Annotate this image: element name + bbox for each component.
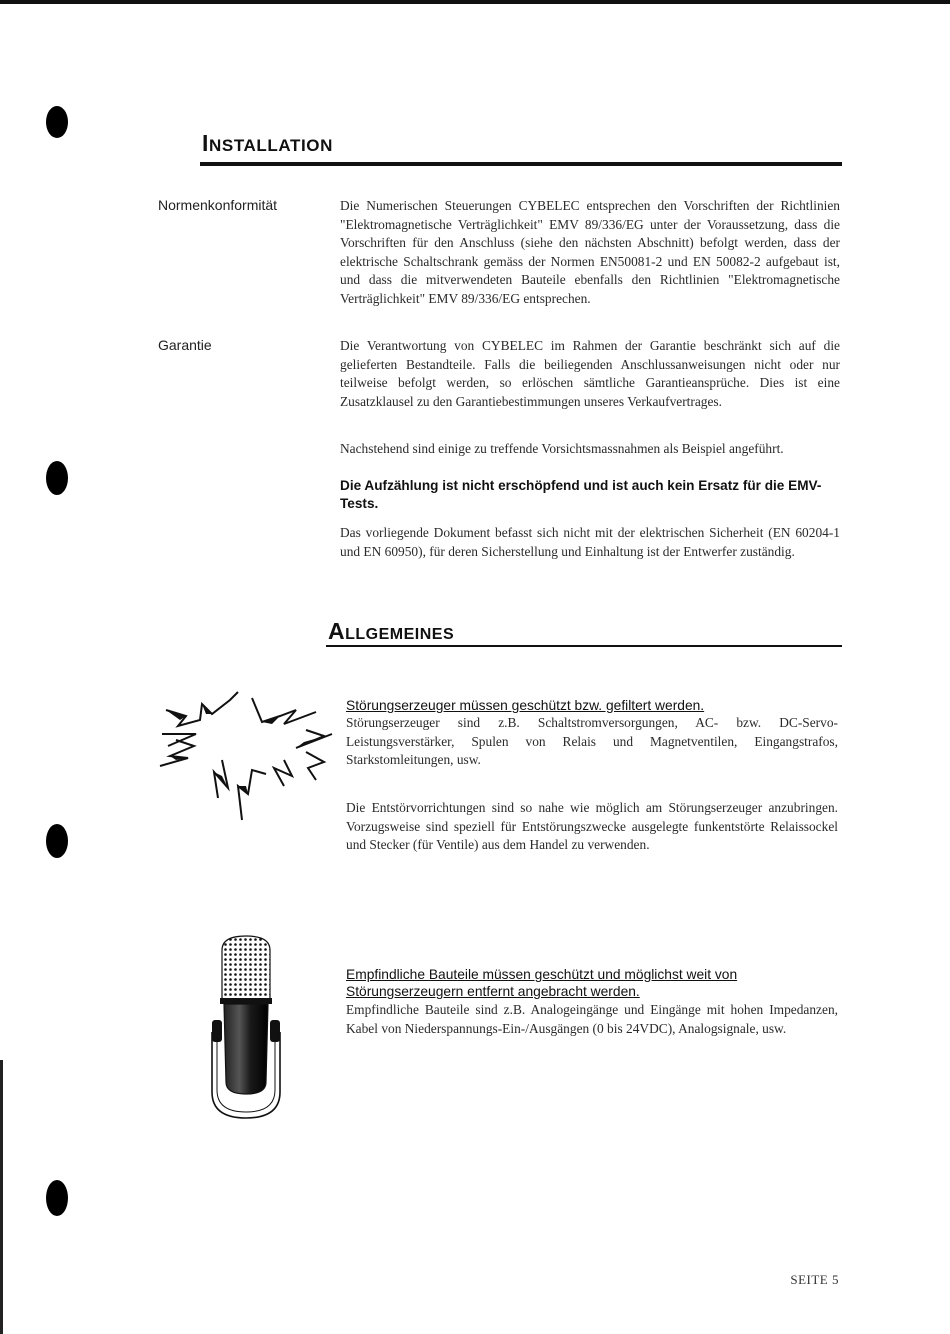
page-title bbox=[202, 130, 333, 157]
punch-hole bbox=[46, 106, 68, 138]
garantie-label: Garantie bbox=[158, 337, 212, 353]
section-title-rest: LLGEMEINES bbox=[345, 626, 455, 643]
top-border bbox=[0, 0, 950, 4]
garantie-bold-note: Die Aufzählung ist nicht erschöpfend und ist auch kein Ersatz für die EMV-Tests. bbox=[340, 478, 822, 511]
normen-label: Normenkonformität bbox=[158, 197, 278, 213]
title-rest: NSTALLATION bbox=[209, 136, 334, 155]
item1-title: Störungserzeuger müssen geschützt bzw. gefiltert werden. bbox=[346, 698, 705, 713]
section-title-allgemeines bbox=[328, 618, 454, 645]
section-rule bbox=[326, 645, 842, 647]
page-number: SEITE 5 bbox=[790, 1272, 839, 1287]
item1-text: Störungserzeuger sind z.B. Schaltstromversorgungen, AC- bzw. DC-Servo-Leistungsverstärker, Spulen von Relais und Magnetventilen, Eingangstrafos, Starkstomleitungen, usw. bbox=[346, 715, 838, 768]
punch-hole bbox=[46, 1180, 68, 1216]
garantie-text2: Nachstehend sind einige zu treffende Vorsichtsmassnahmen als Beispiel angeführt. bbox=[340, 441, 784, 456]
normen-text: Die Numerischen Steuerungen CYBELEC entsprechen den Vorschriften der Richtlinien "Elektromagnetische Verträglichkeit" EMV 89/336/EG unter der Voraussetzung, dass die Vorschriften für den Anschluss (siehe den nächsten Abschnitt) befolgt werden, dass der elektrische Schaltschrank gemäss der Normen EN50081-2 und EN 50082-2 aufgebaut ist, und dass die mitverwendeten Bauteile ebenfalls den Richtlinien "Elektromagnetische Verträglichkeit" EMV 89/336/EG entsprechen. bbox=[340, 198, 840, 306]
item2-text: Empfindliche Bauteile sind z.B. Analogeingänge und Eingänge mit hohen Impedanzen, Kabel von Niederspannungs-Ein-/Ausgängen (0 bis 24VDC), Analogsignale, usw. bbox=[346, 1002, 838, 1036]
garantie-text: Die Verantwortung von CYBELEC im Rahmen der Garantie beschränkt sich auf die gelieferten Bestandteile. Falls die beiliegenden Anschlussanweisungen nicht oder nur teilweise befolgt werden, so erlöschen sämtliche Garantieansprüche. Dies ist eine Zusatzklausel zu den Garantiebestimmungen unseres Verkaufvertrages. bbox=[340, 338, 840, 409]
microphone-icon bbox=[208, 932, 284, 1122]
lightning-burst-icon bbox=[156, 690, 336, 825]
item2-title: Empfindliche Bauteile müssen geschützt und möglichst weit von Störungserzeugern entfernt angebracht werden. bbox=[346, 967, 738, 999]
punch-hole bbox=[46, 461, 68, 495]
item1-text2: Die Entstörvorrichtungen sind so nahe wie möglich am Störungserzeuger anzubringen. Vorzugsweise sind speziell für Entstörungszwecke ausgelegte funkentstörte Relaissockel und Stecker (für Ventile) aus dem Handel zu verwenden. bbox=[346, 800, 838, 853]
title-rule bbox=[200, 162, 842, 166]
left-edge-mark bbox=[0, 1060, 3, 1334]
title-initial: I bbox=[202, 130, 209, 156]
garantie-text3: Das vorliegende Dokument befasst sich nicht mit der elektrischen Sicherheit (EN 60204-1 und EN 60950), für deren Sicherstellung und Einhaltung ist der Entwerfer zuständig. bbox=[340, 525, 840, 559]
section-title-initial: A bbox=[328, 618, 346, 644]
punch-hole bbox=[46, 824, 68, 858]
